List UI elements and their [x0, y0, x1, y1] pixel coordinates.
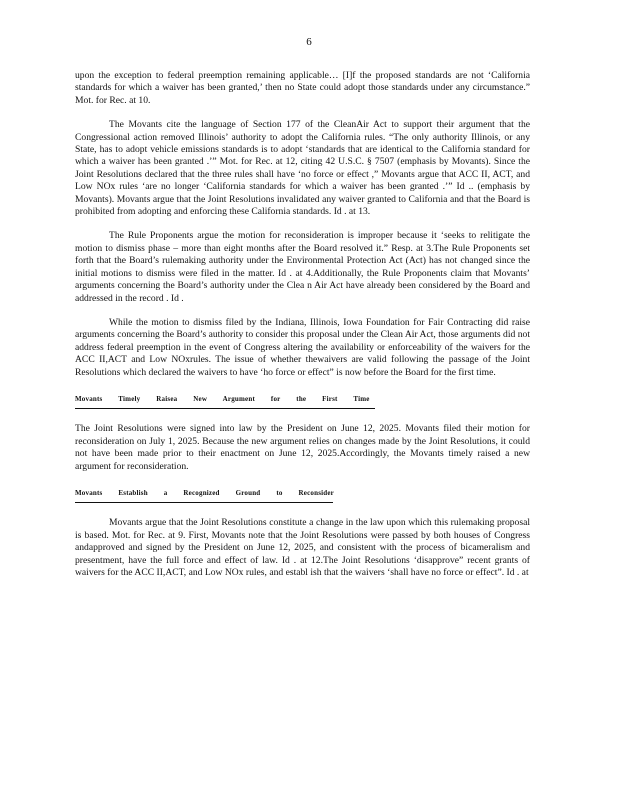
paragraph-continuation: upon the exception to federal preemption remaining applicable… [I]f the proposed standards are not ‘California standards for which a waiver has been granted,’ then no State could adopt those standards under any circumstance.” Mot. for Rec. at 10. [75, 70, 530, 106]
paragraph-rule-proponents: The Rule Proponents argue the motion for reconsideration is improper because it ‘seeks to relitigate the motion to dismiss phase – more than eight months after the Board resolved it.” Resp. at 3.The Rule Proponents set forth that the Board’s rulemaking authority under the Environmental Protection Act (Act) has not changed since the initial motions to dismiss were filed in the matter. Id . at 4.Additionally, the Rule Proponents claim that Movants’ arguments concerning the Board’s authority under the Clea n Air Act have already been considered by the Board and addressed in the record . Id . [75, 230, 530, 304]
section-heading-recognized-ground: Movants Establish a Recognized Ground to Reconsider [75, 487, 333, 503]
paragraph-joint-resolutions-signed: The Joint Resolutions were signed into law by the President on June 12, 2025. Movants filed their motion for reconsideration on July 1, 2025. Because the new argument relies on changes made by the Joint Resolutions, it could not have been made prior to their enactment on June 12, 2025.Accordingly, the Movants timely raised a new argument for reconsideration. [75, 423, 530, 472]
paragraph-motion-to-dismiss: While the motion to dismiss filed by the Indiana, Illinois, Iowa Foundation for Fair Contracting did raise arguments concerning the Board’s authority to consider this proposal under the Clean Air Act, those arguments did not address federal preemption in the event of Congress altering the availability or enforceability of the waivers for the ACC II,ACT and Low NOxrules. The issue of whether thewaivers are valid following the passage of the Joint Resolutions which declared the waivers to have ‘ho force or effect” is now before the Board for the first time. [75, 316, 530, 378]
document-body [75, 70, 530, 591]
paragraph-change-in-law: Movants argue that the Joint Resolutions constitute a change in the law upon which this rulemaking proposal is based. Mot. for Rec. at 9. First, Movants note that the Joint Resolutions were passed by both houses of Congress andapproved and signed by the President on June 12, 2025, and consistent with the process of bicameralism and presentment, have the full force and effect of law. Id . at 12.The Joint Resolutions ‘disapprove” recent grants of waivers for the ACC II,ACT, and Low NOx rules, and establ ish that the waivers ‘shall have no force or effect”. Id . at [75, 517, 530, 578]
page-number: 6 [306, 36, 312, 48]
paragraph-movants-cite: The Movants cite the language of Section 177 of the CleanAir Act to support their argument that the Congressional action removed Illinois’ authority to adopt the California rules. “The only authority Illinois, or any State, has to adopt vehicle emissions standards is to adopt ‘standards that are identical to the California standard for which a waiver has been granted .’” Mot. for Rec. at 12, citing 42 U.S.C. § 7507 (emphasis by Movants). Since the Joint Resolutions declared that the three rules shall have ‘no force or effect ,” Movants argue that ACC II, ACT, and Low NOx rules ‘are no longer ‘California standards for which a waiver has been granted .’” Id .. (emphasis by Movants). Movants argue that the Joint Resolutions invalidated any waiver granted to California and that the Board is prohibited from adopting and enforcing these California standards. Id . at 13. [75, 119, 530, 218]
section-heading-timely: Movants Timely Raisea New Argument for the First Time [75, 393, 375, 409]
